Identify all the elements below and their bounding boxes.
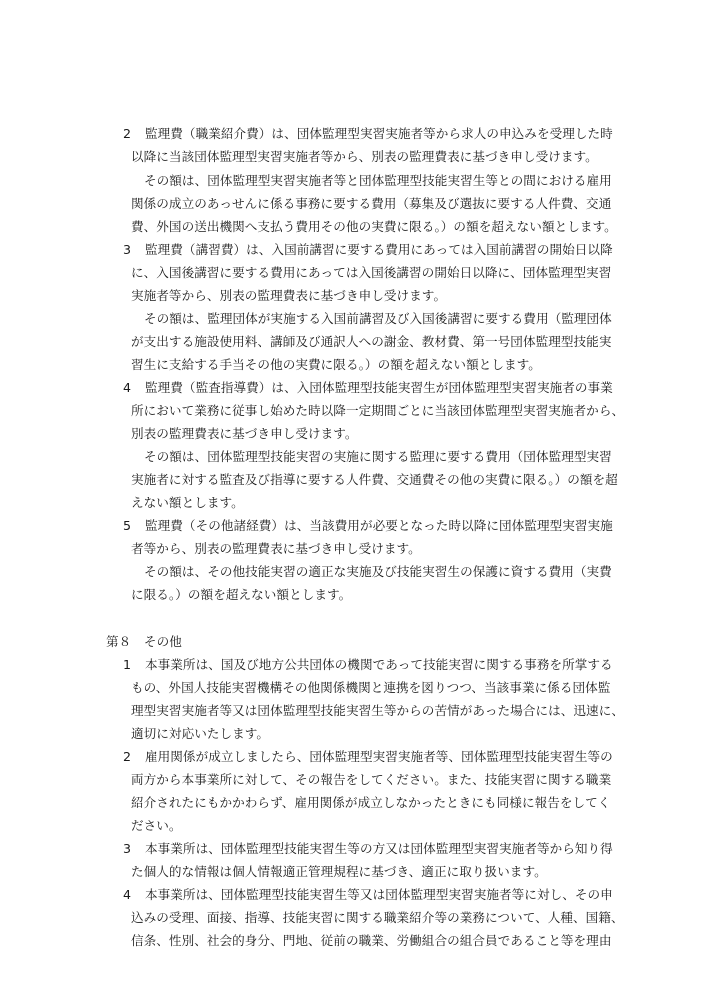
item-number: 3	[123, 841, 132, 856]
paragraph-line: に限る。）の額を超えない額とします。	[131, 587, 352, 602]
item-number: 5	[123, 518, 132, 533]
item-number: 2	[123, 749, 132, 764]
paragraph-line: 雇用関係が成立しましたら、団体監理型実習実施者等、団体監理型技能実習生等の	[145, 749, 613, 764]
paragraph-line: 込みの受理、面接、指導、技能実習に関する職業紹介等の業務について、人種、国籍、	[131, 910, 624, 925]
paragraph-line: 監理費（監査指導費）は、入団体監理型技能実習生が団体監理型実習実施者の事業	[145, 380, 613, 395]
paragraph-line: 実施者等から、別表の監理費表に基づき申し受けます。	[131, 288, 447, 303]
paragraph-line: えない額とします。	[131, 495, 244, 510]
paragraph-line: その額は、団体監理型実習実施者等と団体監理型技能実習生等との間における雇用	[144, 173, 612, 188]
paragraph-line: 本事業所は、団体監理型技能実習生等又は団体監理型実習実施者等に対し、その申	[145, 887, 613, 902]
paragraph-line: 本事業所は、国及び地方公共団体の機関であって技能実習に関する事務を所掌する	[145, 657, 613, 672]
paragraph-line: に、入国後講習に要する費用にあっては入国後講習の開始日以降に、団体監理型実習	[131, 265, 612, 280]
paragraph-line: 者等から、別表の監理費表に基づき申し受けます。	[131, 541, 421, 556]
section-heading: 第８ その他	[106, 634, 182, 649]
paragraph-line: 紹介されたにもかかわらず、雇用関係が成立しなかったときにも同様に報告をしてく	[131, 795, 611, 810]
paragraph-line: 別表の監理費表に基づき申し受けます。	[131, 426, 358, 441]
paragraph-line: 監理費（職業紹介費）は、団体監理型実習実施者等から求人の申込みを受理した時	[145, 126, 613, 141]
paragraph-line: 関係の成立のあっせんに係る事務に要する費用（募集及び選抜に要する人件費、交通	[131, 196, 612, 211]
item-number: 2	[123, 126, 132, 141]
paragraph-line: 両方から本事業所に対して、その報告をしてください。また、技能実習に関する職業	[131, 772, 612, 787]
paragraph-line: 信条、性別、社会的身分、門地、従前の職業、労働組合の組合員であること等を理由	[131, 933, 612, 948]
item-number: 1	[123, 657, 132, 672]
paragraph-line: 適切に対応いたします。	[131, 726, 270, 741]
paragraph-line: 本事業所は、団体監理型技能実習生等の方又は団体監理型実習実施者等から知り得	[145, 841, 613, 856]
item-number: 4	[123, 887, 132, 902]
paragraph-line: 実施者に対する監査及び指導に要する人件費、交通費その他の実費に限る。）の額を超	[131, 472, 618, 487]
paragraph-line: が支出する施設使用料、講師及び通訳人への謝金、教材費、第一号団体監理型技能実	[131, 334, 612, 349]
paragraph-line: 理型実習実施者等又は団体監理型技能実習生等からの苦情があった場合には、迅速に、	[131, 703, 624, 718]
paragraph-line: 費、外国の送出機関へ支払う費用その他の実費に限る。）の額を超えない額とします。	[131, 219, 617, 234]
item-number: 3	[123, 242, 132, 257]
paragraph-line: 監理費（講習費）は、入国前講習に要する費用にあっては入国前講習の開始日以降	[145, 242, 613, 257]
paragraph-line: 所において業務に従事し始めた時以降一定期間ごとに当該団体監理型実習実施者から、	[131, 403, 625, 418]
paragraph-line: その額は、その他技能実習の適正な実施及び技能実習生の保護に資する費用（実費	[144, 564, 612, 579]
paragraph-line: その額は、団体監理型技能実習の実施に関する監理に要する費用（団体監理型実習	[144, 449, 612, 464]
paragraph-line: 以降に当該団体監理型実習実施者等から、別表の監理費表に基づき申し受けます。	[131, 149, 598, 164]
paragraph-line: た個人的な情報は個人情報適正管理規程に基づき、適正に取り扱います。	[131, 864, 547, 879]
paragraph-line: その額は、監理団体が実施する入国前講習及び入国後講習に要する費用（監理団体	[144, 311, 612, 326]
paragraph-line: もの、外国人技能実習機構その他関係機関と連携を図りつつ、当該事業に係る団体監	[131, 680, 611, 695]
paragraph-line: 監理費（その他諸経費）は、当該費用が必要となった時以降に団体監理型実習実施	[145, 518, 613, 533]
paragraph-line: ださい。	[131, 818, 182, 833]
item-number: 4	[123, 380, 132, 395]
paragraph-line: 習生に支給する手当その他の実費に限る。）の額を超えない額とします。	[131, 357, 541, 372]
